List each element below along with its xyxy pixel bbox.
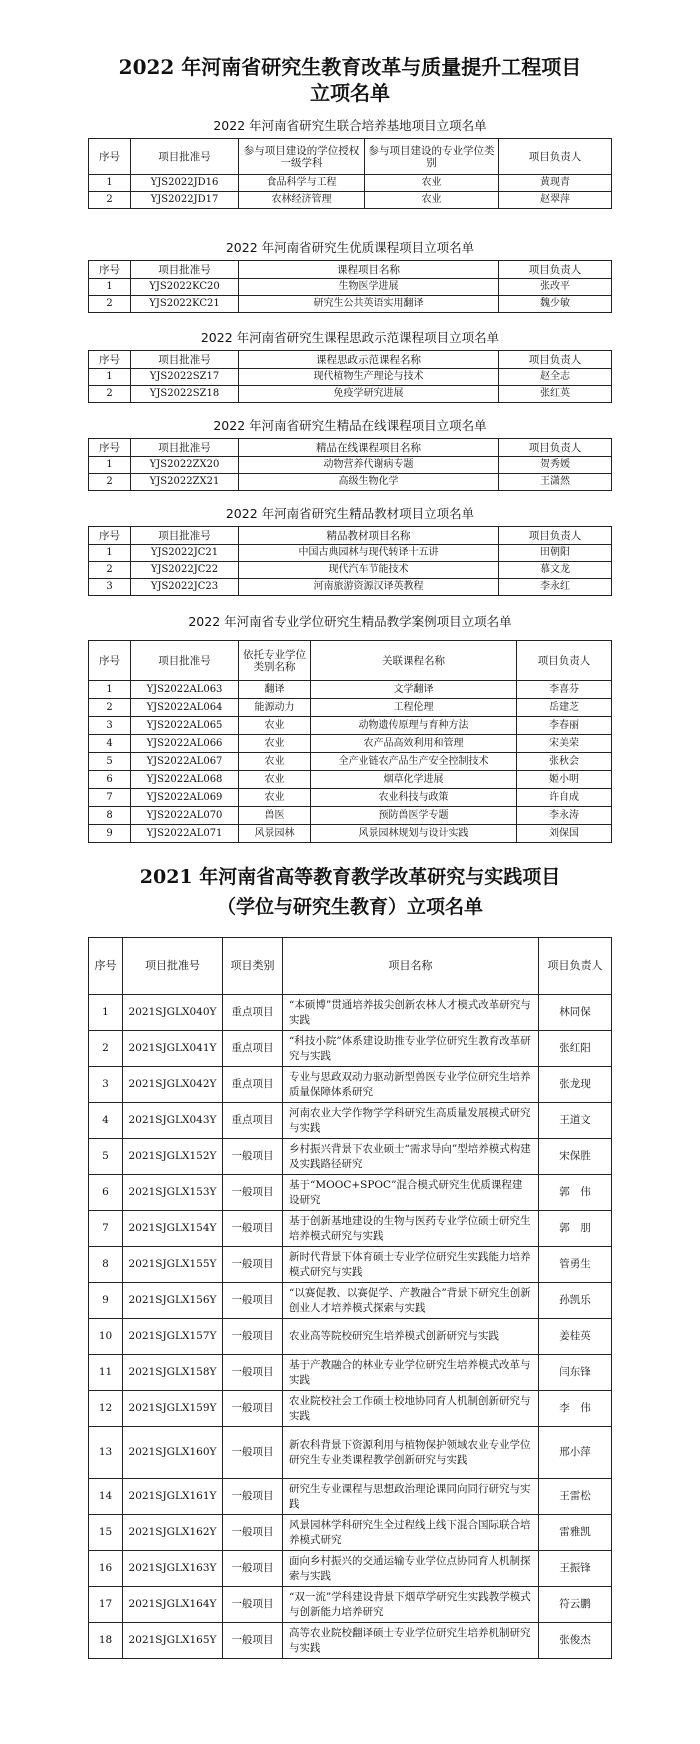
table-cell: 全产业链农产品生产安全控制技术 — [311, 753, 517, 771]
table-cell: 1 — [89, 175, 131, 192]
table-cell: YJS2022JC23 — [131, 579, 239, 596]
table-cell: 张红英 — [499, 386, 612, 403]
table-row — [89, 789, 612, 807]
table-cell: 2021SJGLX043Y — [123, 1103, 223, 1139]
table-cell: 张龙现 — [539, 1067, 612, 1103]
header-cell: 项目批准号 — [131, 261, 239, 279]
table-cell: 3 — [89, 717, 131, 735]
table-cell: 11 — [89, 1355, 123, 1391]
table-cell: 烟草化学进展 — [311, 771, 517, 789]
table-cell: 预防兽医学专题 — [311, 807, 517, 825]
reform-2021-table — [88, 937, 612, 1659]
table-cell: 郭 伟 — [539, 1175, 612, 1211]
table-row — [89, 771, 612, 789]
table-cell: 农业 — [365, 175, 499, 192]
table-cell: “以赛促教、以赛促学、产教融合”背景下研究生创新创业人才培养模式探索与实践 — [283, 1283, 539, 1319]
table-cell: 管勇生 — [539, 1247, 612, 1283]
table-cell: 9 — [89, 1283, 123, 1319]
table-cell: 现代植物生产理论与技术 — [239, 369, 499, 386]
table-cell: YJS2022AL070 — [131, 807, 239, 825]
textbook-table — [88, 526, 612, 596]
header-cell: 课程思政示范课程名称 — [239, 351, 499, 369]
table-cell: 重点项目 — [223, 1067, 283, 1103]
table-cell: 一般项目 — [223, 1211, 283, 1247]
table-cell: 魏少敏 — [499, 296, 612, 313]
table-header-row — [89, 641, 612, 681]
table-cell: 农业 — [239, 789, 311, 807]
table-cell: 12 — [89, 1391, 123, 1427]
table-cell: 2021SJGLX156Y — [123, 1283, 223, 1319]
header-cell: 序号 — [89, 139, 131, 175]
table-cell: 7 — [89, 1211, 123, 1247]
table-cell: 专业与思政双动力驱动新型兽医专业学位研究生培养质量保障体系研究 — [283, 1067, 539, 1103]
table-cell: 2021SJGLX165Y — [123, 1623, 223, 1659]
table-cell: 2021SJGLX161Y — [123, 1479, 223, 1515]
table-row — [89, 369, 612, 386]
table-cell: 一般项目 — [223, 1175, 283, 1211]
table-row — [89, 1175, 612, 1211]
table-cell: 1 — [89, 369, 131, 386]
table-cell: 高等农业院校翻译硕士专业学位研究生培养机制研究与实践 — [283, 1623, 539, 1659]
quality-course-title: 2022 年河南省研究生优质课程项目立项名单 — [225, 240, 475, 255]
table-cell: YJS2022AL066 — [131, 735, 239, 753]
table-cell: 2021SJGLX155Y — [123, 1247, 223, 1283]
header-cell: 项目批准号 — [131, 641, 239, 681]
table-cell: 赵全志 — [499, 369, 612, 386]
header-cell: 项目负责人 — [499, 139, 612, 175]
table-cell: 农业 — [239, 717, 311, 735]
table-cell: 动物遗传原理与育种方法 — [311, 717, 517, 735]
table-row — [89, 1391, 612, 1427]
header-cell: 项目负责人 — [539, 938, 612, 995]
header-cell: 序号 — [89, 439, 131, 457]
table-row — [89, 1211, 612, 1247]
table-cell: 2021SJGLX154Y — [123, 1211, 223, 1247]
table-row — [89, 1139, 612, 1175]
main-title-line1: 2022 年河南省研究生教育改革与质量提升工程项目 — [118, 55, 582, 79]
table-cell: 一般项目 — [223, 1623, 283, 1659]
table-cell: 贺秀媛 — [499, 457, 612, 474]
table-cell: 2021SJGLX152Y — [123, 1139, 223, 1175]
table-row — [89, 579, 612, 596]
table-row — [89, 1479, 612, 1515]
table-row — [89, 807, 612, 825]
table-cell: 5 — [89, 753, 131, 771]
table-cell: 一般项目 — [223, 1551, 283, 1587]
header-cell: 序号 — [89, 527, 131, 545]
header-cell: 项目负责人 — [499, 351, 612, 369]
header-cell: 序号 — [89, 351, 131, 369]
case-library-table — [88, 640, 612, 843]
table-cell: 赵翠萍 — [499, 192, 612, 209]
table-cell: 10 — [89, 1319, 123, 1355]
table-row — [89, 753, 612, 771]
header-cell: 关联课程名称 — [311, 641, 517, 681]
table-row — [89, 562, 612, 579]
header-cell: 项目负责人 — [499, 439, 612, 457]
table-header-row — [89, 439, 612, 457]
table-cell: 闫东锋 — [539, 1355, 612, 1391]
table-row — [89, 1355, 612, 1391]
table-cell: 农业高等院校研究生培养模式创新研究与实践 — [283, 1319, 539, 1355]
header-cell: 依托专业学位类别名称 — [239, 641, 311, 681]
table-cell: 农业 — [239, 753, 311, 771]
table-cell: 基于创新基地建设的生物与医药专业学位硕士研究生培养模式研究与实践 — [283, 1211, 539, 1247]
table-cell: 重点项目 — [223, 995, 283, 1031]
table-cell: 农业 — [239, 735, 311, 753]
table-header-row — [89, 139, 612, 175]
table-header-row — [89, 527, 612, 545]
header-cell: 参与项目建设的专业学位类别 — [365, 139, 499, 175]
table-cell: 2 — [89, 474, 131, 491]
table-cell: 6 — [89, 1175, 123, 1211]
table-cell: 基于产教融合的林业专业学位研究生培养模式改革与实践 — [283, 1355, 539, 1391]
table-cell: 中国古典园林与现代转译十五讲 — [239, 545, 499, 562]
table-cell: YJS2022AL068 — [131, 771, 239, 789]
table-cell: 一般项目 — [223, 1515, 283, 1551]
table-cell: 农林经济管理 — [239, 192, 365, 209]
table-cell: YJS2022SZ17 — [131, 369, 239, 386]
table-cell: 黄现青 — [499, 175, 612, 192]
table-cell: 4 — [89, 1103, 123, 1139]
header-cell: 项目批准号 — [131, 139, 239, 175]
table-row — [89, 1587, 612, 1623]
header-cell: 课程项目名称 — [239, 261, 499, 279]
table-cell: 兽医 — [239, 807, 311, 825]
table-cell: 免疫学研究进展 — [239, 386, 499, 403]
table-row — [89, 825, 612, 843]
table-cell: 重点项目 — [223, 1103, 283, 1139]
table-row — [89, 1427, 612, 1479]
header-cell: 项目批准号 — [131, 439, 239, 457]
table-cell: 2021SJGLX153Y — [123, 1175, 223, 1211]
header-cell: 项目负责人 — [499, 261, 612, 279]
table-cell: 9 — [89, 825, 131, 843]
textbook-title: 2022 年河南省研究生精品教材项目立项名单 — [225, 506, 475, 521]
table-cell: 李永红 — [499, 579, 612, 596]
table-cell: 一般项目 — [223, 1355, 283, 1391]
table-row — [89, 296, 612, 313]
table-row — [89, 735, 612, 753]
table-cell: 研究生公共英语实用翻译 — [239, 296, 499, 313]
table-cell: 3 — [89, 1067, 123, 1103]
table-cell: 基于“MOOC+SPOC”混合模式研究生优质课程建设研究 — [283, 1175, 539, 1211]
table-row — [89, 1247, 612, 1283]
table-cell: YJS2022AL065 — [131, 717, 239, 735]
header-cell: 项目批准号 — [123, 938, 223, 995]
table-cell: 新农科背景下资源利用与植物保护领域农业专业学位研究生专业类课程教学创新研究与实践 — [283, 1427, 539, 1479]
table-cell: 一般项目 — [223, 1427, 283, 1479]
table-cell: 2021SJGLX159Y — [123, 1391, 223, 1427]
table-cell: 2021SJGLX160Y — [123, 1427, 223, 1479]
table-cell: 17 — [89, 1587, 123, 1623]
table-cell: 张俊杰 — [539, 1623, 612, 1659]
table-cell: YJS2022AL067 — [131, 753, 239, 771]
table-row — [89, 1623, 612, 1659]
table-cell: 雷雅凯 — [539, 1515, 612, 1551]
table-cell: 一般项目 — [223, 1319, 283, 1355]
ideological-course-table — [88, 350, 612, 403]
table-cell: 6 — [89, 771, 131, 789]
table-cell: 一般项目 — [223, 1139, 283, 1175]
table-cell: 河南旅游资源汉译英教程 — [239, 579, 499, 596]
table-cell: 农业 — [365, 192, 499, 209]
header-cell: 序号 — [89, 261, 131, 279]
table-cell: 王潇然 — [499, 474, 612, 491]
table-header-row — [89, 261, 612, 279]
table-cell: 2021SJGLX157Y — [123, 1319, 223, 1355]
table-cell: 13 — [89, 1427, 123, 1479]
header-cell: 精品在线课程项目名称 — [239, 439, 499, 457]
table-row — [89, 279, 612, 296]
table-cell: “本硕博”贯通培养拔尖创新农林人才模式改革研究与实践 — [283, 995, 539, 1031]
table-cell: 1 — [89, 545, 131, 562]
header-cell: 参与项目建设的学位授权一级学科 — [239, 139, 365, 175]
table-row — [89, 1283, 612, 1319]
table-cell: 能源动力 — [239, 699, 311, 717]
table-cell: 慕文龙 — [499, 562, 612, 579]
header-cell: 项目批准号 — [131, 351, 239, 369]
header-cell: 项目负责人 — [517, 641, 612, 681]
table-cell: 1 — [89, 681, 131, 699]
table-cell: 14 — [89, 1479, 123, 1515]
table-cell: 生物医学进展 — [239, 279, 499, 296]
table-cell: 2021SJGLX040Y — [123, 995, 223, 1031]
table-row — [89, 192, 612, 209]
table-cell: 1 — [89, 457, 131, 474]
table-cell: 8 — [89, 1247, 123, 1283]
table-cell: 姜桂英 — [539, 1319, 612, 1355]
table-cell: 新时代背景下体育硕士专业学位研究生实践能力培养模式研究与实践 — [283, 1247, 539, 1283]
table-cell: 农产品高效利用和管理 — [311, 735, 517, 753]
table-cell: 王雷松 — [539, 1479, 612, 1515]
header-cell: 序号 — [89, 641, 131, 681]
header-cell: 项目名称 — [283, 938, 539, 995]
table-row — [89, 1031, 612, 1067]
table-cell: YJS2022JC21 — [131, 545, 239, 562]
table-cell: 1 — [89, 279, 131, 296]
title-2021-line1: 2021 年河南省高等教育教学改革研究与实践项目 — [139, 866, 561, 888]
table-cell: 宋美荣 — [517, 735, 612, 753]
table-cell: 7 — [89, 789, 131, 807]
table-row — [89, 717, 612, 735]
table-cell: YJS2022KC21 — [131, 296, 239, 313]
joint-base-table — [88, 138, 612, 209]
joint-base-title: 2022 年河南省研究生联合培养基地项目立项名单 — [213, 118, 487, 133]
case-library-title: 2022 年河南省专业学位研究生精品教学案例项目立项名单 — [188, 614, 512, 629]
main-title-line2: 立项名单 — [310, 81, 390, 105]
table-cell: 2 — [89, 562, 131, 579]
table-cell: 李喜芬 — [517, 681, 612, 699]
table-cell: 食品科学与工程 — [239, 175, 365, 192]
table-cell: 3 — [89, 579, 131, 596]
table-cell: 孙凯乐 — [539, 1283, 612, 1319]
table-cell: 张改平 — [499, 279, 612, 296]
table-row — [89, 681, 612, 699]
table-cell: “科技小院”体系建设助推专业学位研究生教育改革研究与实践 — [283, 1031, 539, 1067]
table-cell: 王振锋 — [539, 1551, 612, 1587]
table-row — [89, 699, 612, 717]
header-cell: 项目批准号 — [131, 527, 239, 545]
table-cell: 2021SJGLX042Y — [123, 1067, 223, 1103]
table-cell: 河南农业大学作物学学科研究生高质量发展模式研究与实践 — [283, 1103, 539, 1139]
ideological-course-title: 2022 年河南省研究生课程思政示范课程项目立项名单 — [200, 330, 500, 345]
table-cell: YJS2022KC20 — [131, 279, 239, 296]
table-row — [89, 1551, 612, 1587]
table-cell: 2021SJGLX158Y — [123, 1355, 223, 1391]
table-cell: 一般项目 — [223, 1587, 283, 1623]
table-cell: 一般项目 — [223, 1283, 283, 1319]
table-cell: 许自成 — [517, 789, 612, 807]
table-cell: 1 — [89, 995, 123, 1031]
table-cell: YJS2022ZX21 — [131, 474, 239, 491]
table-cell: 2021SJGLX163Y — [123, 1551, 223, 1587]
table-cell: YJS2022AL064 — [131, 699, 239, 717]
table-cell: 2 — [89, 1031, 123, 1067]
table-cell: YJS2022SZ18 — [131, 386, 239, 403]
table-cell: 王道文 — [539, 1103, 612, 1139]
table-cell: 面向乡村振兴的交通运输专业学位点协同育人机制探索与实践 — [283, 1551, 539, 1587]
table-cell: 风景园林学科研究生全过程线上线下混合国际联合培养模式研究 — [283, 1515, 539, 1551]
table-cell: 2021SJGLX164Y — [123, 1587, 223, 1623]
title-2021 — [0, 862, 700, 922]
table-cell: 重点项目 — [223, 1031, 283, 1067]
table-cell: 风景园林 — [239, 825, 311, 843]
table-row — [89, 175, 612, 192]
table-row — [89, 1103, 612, 1139]
table-row — [89, 457, 612, 474]
table-cell: 一般项目 — [223, 1391, 283, 1427]
table-cell: “双一流”学科建设背景下烟草学研究生实践教学模式与创新能力培养研究 — [283, 1587, 539, 1623]
table-cell: YJS2022AL063 — [131, 681, 239, 699]
table-cell: 16 — [89, 1551, 123, 1587]
table-cell: 15 — [89, 1515, 123, 1551]
table-cell: 李春丽 — [517, 717, 612, 735]
table-row — [89, 1515, 612, 1551]
table-row — [89, 545, 612, 562]
table-cell: 田朝阳 — [499, 545, 612, 562]
table-cell: 张红阳 — [539, 1031, 612, 1067]
table-cell: 2 — [89, 699, 131, 717]
table-cell: YJS2022JC22 — [131, 562, 239, 579]
header-cell: 项目类别 — [223, 938, 283, 995]
table-cell: 农业科技与政策 — [311, 789, 517, 807]
header-cell: 序号 — [89, 938, 123, 995]
table-cell: 2 — [89, 192, 131, 209]
table-row — [89, 995, 612, 1031]
title-2021-line2: （学位与研究生教育）立项名单 — [216, 896, 483, 918]
table-cell: YJS2022JD16 — [131, 175, 239, 192]
table-cell: 现代汽车节能技术 — [239, 562, 499, 579]
table-cell: YJS2022ZX20 — [131, 457, 239, 474]
table-cell: 宋保胜 — [539, 1139, 612, 1175]
table-row — [89, 386, 612, 403]
table-cell: 郭 朋 — [539, 1211, 612, 1247]
online-course-title: 2022 年河南省研究生精品在线课程项目立项名单 — [213, 418, 487, 433]
table-cell: 2 — [89, 296, 131, 313]
table-cell: 乡村振兴背景下农业硕士“需求导向”型培养模式构建及实践路径研究 — [283, 1139, 539, 1175]
header-cell: 精品教材项目名称 — [239, 527, 499, 545]
table-row — [89, 1319, 612, 1355]
table-cell: 4 — [89, 735, 131, 753]
table-cell: 农业 — [239, 771, 311, 789]
table-cell: 张秋会 — [517, 753, 612, 771]
table-cell: 动物营养代谢病专题 — [239, 457, 499, 474]
table-cell: 2 — [89, 386, 131, 403]
table-cell: 高级生物化学 — [239, 474, 499, 491]
table-cell: 符云鹏 — [539, 1587, 612, 1623]
table-cell: YJS2022AL069 — [131, 789, 239, 807]
table-cell: 工程伦理 — [311, 699, 517, 717]
table-cell: 8 — [89, 807, 131, 825]
table-cell: 一般项目 — [223, 1479, 283, 1515]
table-row — [89, 474, 612, 491]
table-header-row — [89, 351, 612, 369]
table-cell: 2021SJGLX041Y — [123, 1031, 223, 1067]
table-cell: 5 — [89, 1139, 123, 1175]
table-header-row — [89, 938, 612, 995]
table-cell: 研究生专业课程与思想政治理论课同向同行研究与实践 — [283, 1479, 539, 1515]
table-cell: 李永涛 — [517, 807, 612, 825]
online-course-table — [88, 438, 612, 491]
table-cell: YJS2022JD17 — [131, 192, 239, 209]
table-cell: 姬小明 — [517, 771, 612, 789]
table-cell: 刘保国 — [517, 825, 612, 843]
header-cell: 项目负责人 — [499, 527, 612, 545]
table-cell: YJS2022AL071 — [131, 825, 239, 843]
table-cell: 农业院校社会工作硕士校地协同育人机制创新研究与实践 — [283, 1391, 539, 1427]
table-cell: 李 伟 — [539, 1391, 612, 1427]
table-cell: 一般项目 — [223, 1247, 283, 1283]
quality-course-table — [88, 260, 612, 313]
table-cell: 2021SJGLX162Y — [123, 1515, 223, 1551]
table-cell: 岳建芝 — [517, 699, 612, 717]
table-cell: 翻译 — [239, 681, 311, 699]
table-cell: 文学翻译 — [311, 681, 517, 699]
table-row — [89, 1067, 612, 1103]
table-cell: 风景园林规划与设计实践 — [311, 825, 517, 843]
main-title — [0, 54, 700, 106]
table-cell: 林同保 — [539, 995, 612, 1031]
table-cell: 18 — [89, 1623, 123, 1659]
table-cell: 邢小萍 — [539, 1427, 612, 1479]
